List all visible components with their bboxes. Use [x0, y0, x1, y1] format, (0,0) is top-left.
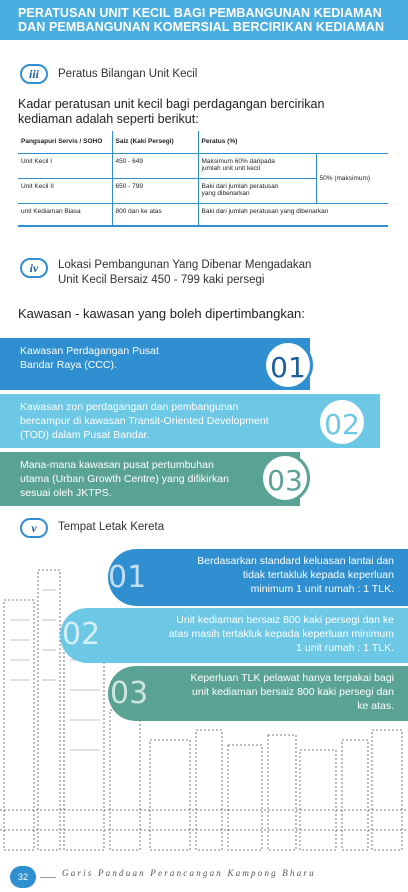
section-v-title: Tempat Letak Kereta — [58, 521, 165, 533]
section-v-badge: v — [20, 518, 48, 538]
table-cell-type: unit Kediaman Biasa — [18, 203, 112, 226]
area-item-line-1: Kawasan Perdagangan Pusat — [20, 345, 159, 357]
table-cell-size: 650 - 799 — [112, 178, 198, 203]
table-cell-percentage-line-1: Baki dari jumlah peratusan — [201, 182, 279, 190]
area-item-3 — [0, 452, 300, 506]
table-cell-type: Unit Kecil I — [18, 153, 112, 178]
table-header-size: Saiz (Kaki Persegi) — [112, 131, 198, 153]
section-iv-title-line-1: Lokasi Pembangunan Yang Dibenar Mengadakan — [58, 259, 312, 271]
table-cell-percentage — [198, 153, 316, 178]
section-iii-intro — [18, 97, 378, 127]
page-header — [0, 0, 408, 40]
parking-item-line-1: Berdasarkan standard keluasan lantai dan — [197, 555, 394, 567]
section-iv-badge: iv — [20, 258, 48, 278]
table-row — [18, 203, 388, 226]
table-header-type: Pangsapuri Servis / SOHO — [18, 131, 112, 153]
table-cell-percentage — [198, 178, 316, 203]
table-cell-percentage-line-2: jumlah unit unit kecil — [201, 164, 261, 172]
area-item-line-1: Mana-mana kawasan pusat pertumbuhan — [20, 459, 214, 471]
section-iii-badge: iii — [20, 64, 48, 84]
table-cell-max-note: 50% (maksimum) — [316, 153, 388, 203]
parking-item-1 — [108, 549, 408, 606]
area-item-line-2: utama (Urban Growth Centre) yang difikirkan — [20, 473, 229, 485]
section-iii-intro-line-1: Kadar peratusan unit kecil bagi perdagangan bercirikan — [18, 97, 325, 111]
table-cell-percentage: Baki dari jumlah peratusan yang dibenarkan — [198, 203, 388, 226]
parking-item-line-1: Unit kediaman bersaiz 800 kaki persegi dan ke — [176, 614, 394, 626]
area-item-text — [20, 344, 159, 372]
area-item-line-3: (TOD) dalam Pusat Bandar. — [20, 429, 150, 441]
parking-item-text — [169, 613, 394, 655]
parking-item-3 — [108, 666, 408, 721]
table-cell-size: 450 - 649 — [112, 153, 198, 178]
table-header-percentage: Peratus (%) — [198, 131, 388, 153]
header-title-line-2: DAN PEMBANGUNAN KOMERSIAL BERCIRIKAN KEDIAMAN — [18, 20, 385, 34]
table-cell-percentage-line-1: Maksimum 60% daripada — [201, 157, 275, 165]
page-number: 32 — [10, 866, 36, 888]
parking-item-line-1: Keperluan TLK pelawat hanya terpakai bagi — [190, 672, 394, 684]
area-number-badge: 01 — [263, 340, 313, 390]
table-cell-type: Unit Kecil II — [18, 178, 112, 203]
area-number-badge: 02 — [317, 397, 367, 447]
parking-item-text — [197, 554, 394, 596]
section-iii-title: Peratus Bilangan Unit Kecil — [58, 68, 198, 80]
area-item-text — [20, 458, 229, 500]
parking-item-line-3: ke atas. — [357, 700, 394, 712]
parking-item-2 — [60, 608, 408, 663]
parking-number: 02 — [62, 617, 101, 652]
small-unit-percentage-table — [18, 131, 388, 227]
area-item-line-2: bercampur di kawasan Transit-Oriented Development — [20, 415, 269, 427]
header-title-line-1: PERATUSAN UNIT KECIL BAGI PEMBANGUNAN KEDIAMAN — [18, 6, 382, 20]
footer-document-title: Garis Panduan Perancangan Kampong Bharu — [62, 868, 316, 878]
footer-divider — [40, 877, 56, 878]
area-number-badge: 03 — [260, 453, 310, 503]
areas-subheading: Kawasan - kawasan yang boleh dipertimbangkan: — [18, 306, 305, 321]
section-iii-intro-line-2: kediaman adalah seperti berikut: — [18, 112, 199, 126]
area-item-line-3: sesuai oleh JKTPS. — [20, 487, 112, 499]
parking-item-text — [190, 671, 394, 713]
parking-item-line-3: 1 unit rumah : 1 TLK. — [296, 642, 394, 654]
area-item-line-2: Bandar Raya (CCC). — [20, 359, 117, 371]
parking-item-line-2: atas masih tertakluk kepada keperluan minimum — [168, 628, 394, 640]
parking-item-line-3: minimum 1 unit rumah : 1 TLK. — [250, 583, 394, 595]
table-cell-size: 800 dan ke atas — [112, 203, 198, 226]
section-iv-title — [58, 258, 311, 288]
parking-number: 03 — [110, 676, 149, 711]
table-cell-percentage-line-2: yang dibenarkan — [201, 189, 250, 197]
parking-item-line-2: tidak tertakluk kepada keperluan — [242, 569, 394, 581]
area-item-text — [20, 400, 269, 442]
table-header-row — [18, 131, 388, 153]
parking-item-line-2: unit kediaman bersaiz 800 kaki persegi dan — [192, 686, 394, 698]
table-row — [18, 153, 388, 178]
parking-number: 01 — [108, 560, 147, 595]
page-footer — [0, 866, 408, 890]
area-item-line-1: Kawasan zon perdagangan dan pembangunan — [20, 401, 239, 413]
section-iv-title-line-2: Unit Kecil Bersaiz 450 - 799 kaki persegi — [58, 274, 265, 286]
